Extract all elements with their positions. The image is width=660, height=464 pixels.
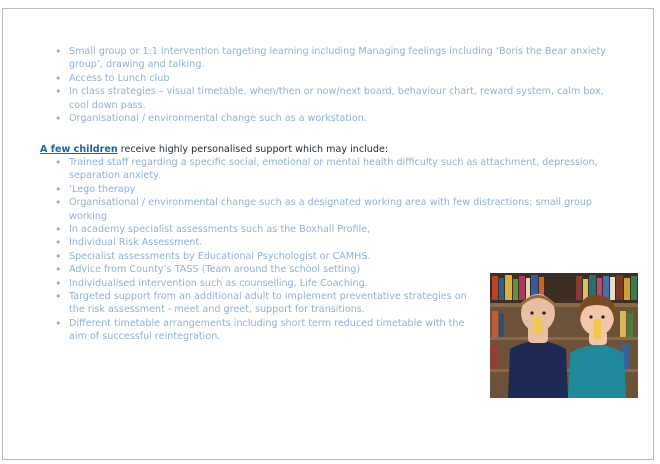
- support-list-group: [53, 45, 613, 125]
- list-item: • Organisational / environmental change such as a designated working area with few distractions; small group working: [53, 196, 613, 223]
- intro-text: receive highly personalised support which may include:: [117, 144, 389, 155]
- list-item: • ‘Lego therapy: [53, 183, 613, 196]
- children-photo-illustration: [490, 273, 638, 398]
- list-item: • Individualised intervention such as counselling, Life Coaching.: [53, 277, 613, 290]
- list-item: • Specialist assessments by Educational Psychologist or CAMHS.: [53, 250, 613, 263]
- list-item: • Trained staff regarding a specific social, emotional or mental health difficulty such as attachment, depression, separation anxiety.: [53, 156, 613, 183]
- list-item: • In academy specialist assessments such as the Boxhall Profile,: [53, 223, 613, 236]
- list-item: • Individual Risk Assessment.: [53, 236, 613, 249]
- list-item: • Small group or 1:1 intervention targeting learning including Managing feelings including ‘Boris the Bear anxiety group’, drawing and talking.: [53, 45, 613, 72]
- list-item: • Targeted support from an additional adult to implement preventative strategies on the risk assessment - meet and greet, support for transitions.: [53, 290, 469, 317]
- children-photo: [490, 273, 638, 398]
- list-item: • Different timetable arrangements including short term reduced timetable with the aim of successful reintegration.: [53, 317, 469, 344]
- list-item: • Advice from County’s TASS (Team around the school setting): [53, 263, 613, 276]
- few-children-highlight: A few children: [40, 144, 118, 155]
- list-item: • Organisational / environmental change such as a workstation.: [53, 112, 613, 125]
- list-item: • Access to Lunch club: [53, 72, 613, 85]
- intro-heading: [40, 143, 388, 156]
- list-item: • In class strategies – visual timetable, when/then or now/next board, behaviour chart, reward system, calm box, cool down pass.: [53, 85, 613, 112]
